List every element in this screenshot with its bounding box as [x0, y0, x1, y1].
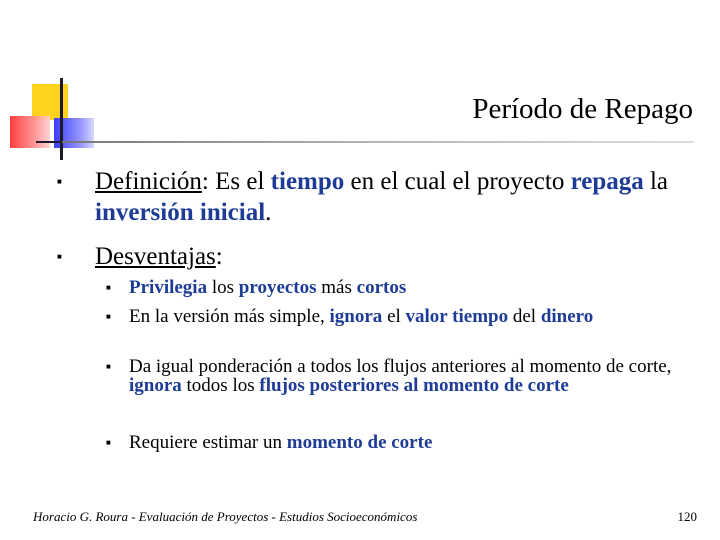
emphasis-ignora: ignora [129, 375, 182, 396]
title-divider [62, 141, 694, 143]
text-fragment: : Es el [201, 168, 271, 195]
emphasis-inversion-inicial: inversión inicial [95, 199, 266, 226]
slide-title: Período de Repago [472, 93, 693, 125]
emphasis-proyectos: proyectos [238, 277, 317, 298]
emphasis-dinero: dinero [540, 306, 594, 327]
emphasis-flujos-posteriores: flujos posteriores al momento de corte [259, 375, 569, 396]
sub-bullet-requiere [106, 432, 689, 453]
logo-red-square [10, 116, 50, 148]
square-bullet-icon: ■ [57, 177, 62, 186]
text-fragment: Requiere estimar un [129, 432, 287, 453]
sub-bullet-ponderacion [106, 356, 689, 396]
square-bullet-icon: ■ [106, 362, 111, 371]
text-fragment: la [643, 168, 669, 195]
emphasis-valor-tiempo: valor tiempo [405, 306, 509, 327]
text-fragment: : [215, 243, 223, 270]
text-fragment: los [207, 277, 239, 298]
sub-bullet-privilegia [106, 277, 689, 298]
emphasis-momento-de-corte: momento de corte [286, 432, 433, 453]
sub-bullet-version-simple [106, 306, 689, 327]
text-fragment: más [316, 277, 357, 298]
text-fragment: . [265, 199, 272, 226]
bullet-definicion [57, 166, 695, 228]
text-fragment: Da igual ponderación a todos los flujos anteriores al momento de corte, [129, 356, 672, 377]
square-bullet-icon: ■ [57, 252, 62, 261]
square-bullet-icon: ■ [106, 438, 111, 447]
term-desventajas: Desventajas [95, 243, 216, 270]
text-fragment: el [382, 306, 406, 327]
emphasis-tiempo: tiempo [270, 168, 345, 195]
emphasis-ignora: ignora [329, 306, 383, 327]
emphasis-privilegia: Privilegia [129, 277, 208, 298]
bullet-desventajas [57, 241, 695, 272]
text-fragment: en el cual el proyecto [344, 168, 571, 195]
emphasis-repaga: repaga [570, 168, 644, 195]
square-bullet-icon: ■ [106, 312, 111, 321]
page-number: 120 [677, 509, 697, 524]
logo-graphic [0, 0, 110, 170]
text-fragment: todos los [181, 375, 260, 396]
text-fragment: del [508, 306, 541, 327]
square-bullet-icon: ■ [106, 283, 111, 292]
term-definicion: Definición [95, 168, 202, 195]
footer-text: Horacio G. Roura - Evaluación de Proyectos - Estudios Socioeconómicos [33, 509, 418, 524]
text-fragment: En la versión más simple, [129, 306, 330, 327]
logo-vertical-line [60, 78, 63, 160]
emphasis-cortos: cortos [356, 277, 407, 298]
